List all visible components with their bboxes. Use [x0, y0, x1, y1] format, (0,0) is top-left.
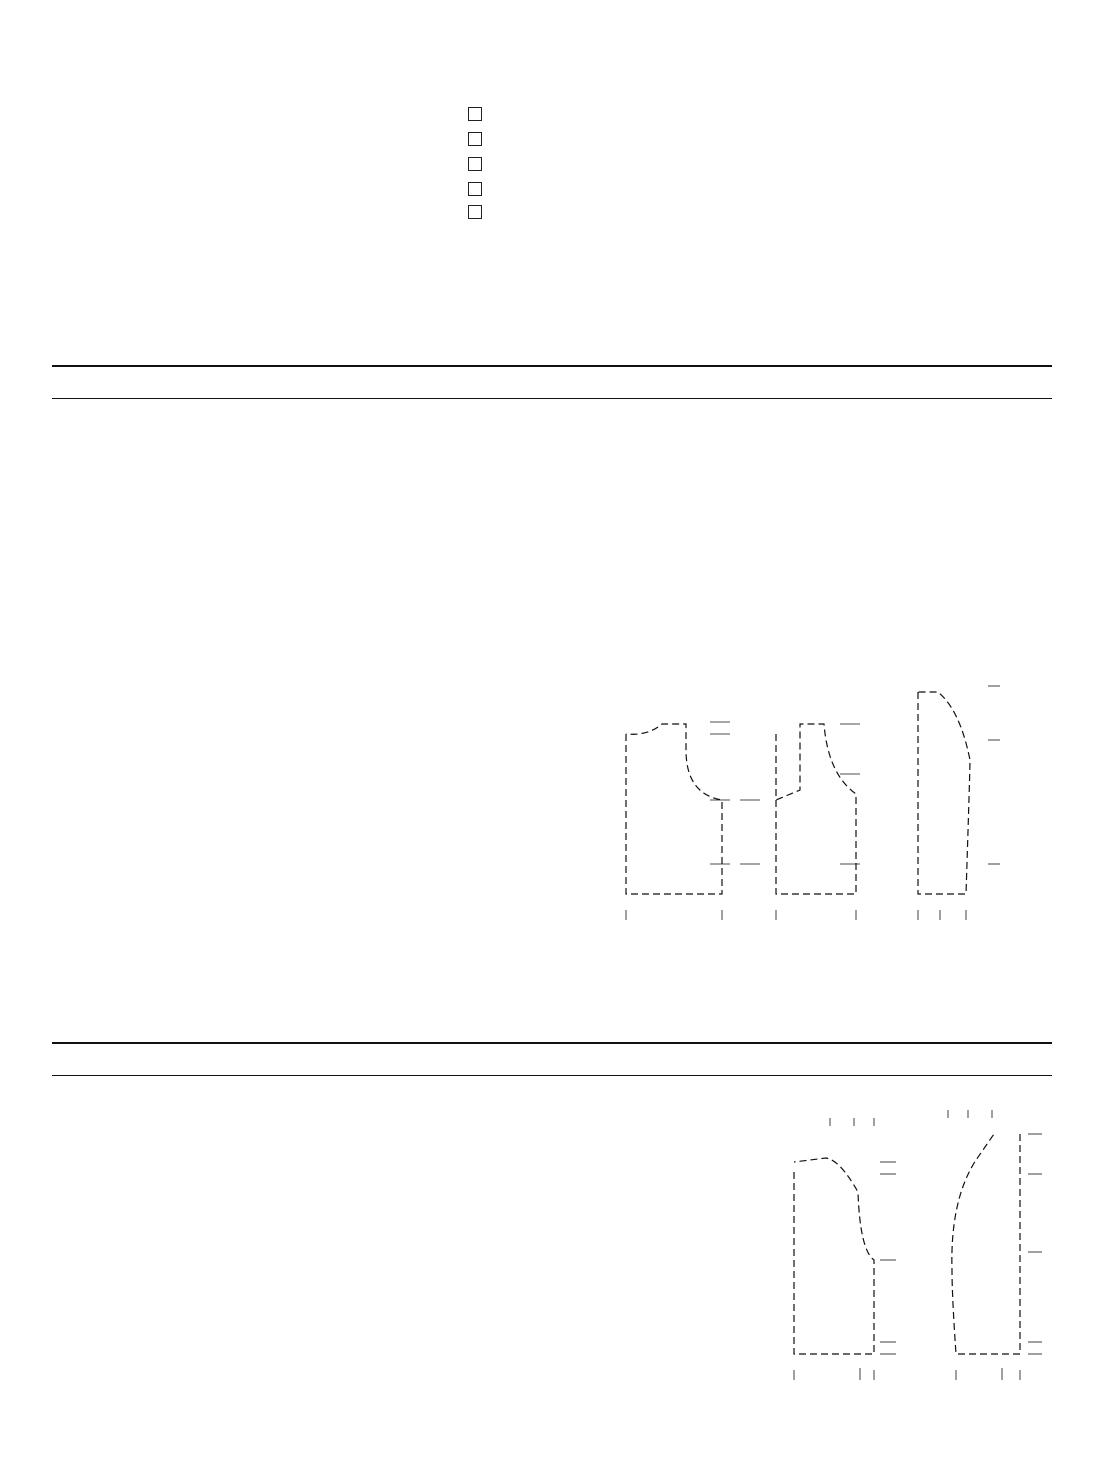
- legend-item-purl: [468, 107, 488, 121]
- legend-item-3tog: [468, 205, 488, 219]
- knit-symbol-icon: [468, 132, 482, 146]
- decrease-2-symbol-icon: [468, 182, 482, 196]
- section-rule: [52, 365, 1052, 367]
- yarnover-symbol-icon: [468, 157, 482, 171]
- section-rule: [52, 398, 1052, 399]
- section-rule: [52, 1042, 1052, 1044]
- legend-item-yarnover: [468, 157, 488, 171]
- purl-symbol-icon: [468, 107, 482, 121]
- legend-item-knit: [468, 132, 488, 146]
- legend-item-2tog: [468, 182, 488, 196]
- model22-schematic: [780, 1100, 1080, 1400]
- footer: [965, 1423, 971, 1437]
- knitting-chart: [54, 82, 414, 272]
- decrease-3-symbol-icon: [468, 205, 482, 219]
- section-rule: [52, 1075, 1052, 1076]
- model21-schematic: [600, 650, 1060, 950]
